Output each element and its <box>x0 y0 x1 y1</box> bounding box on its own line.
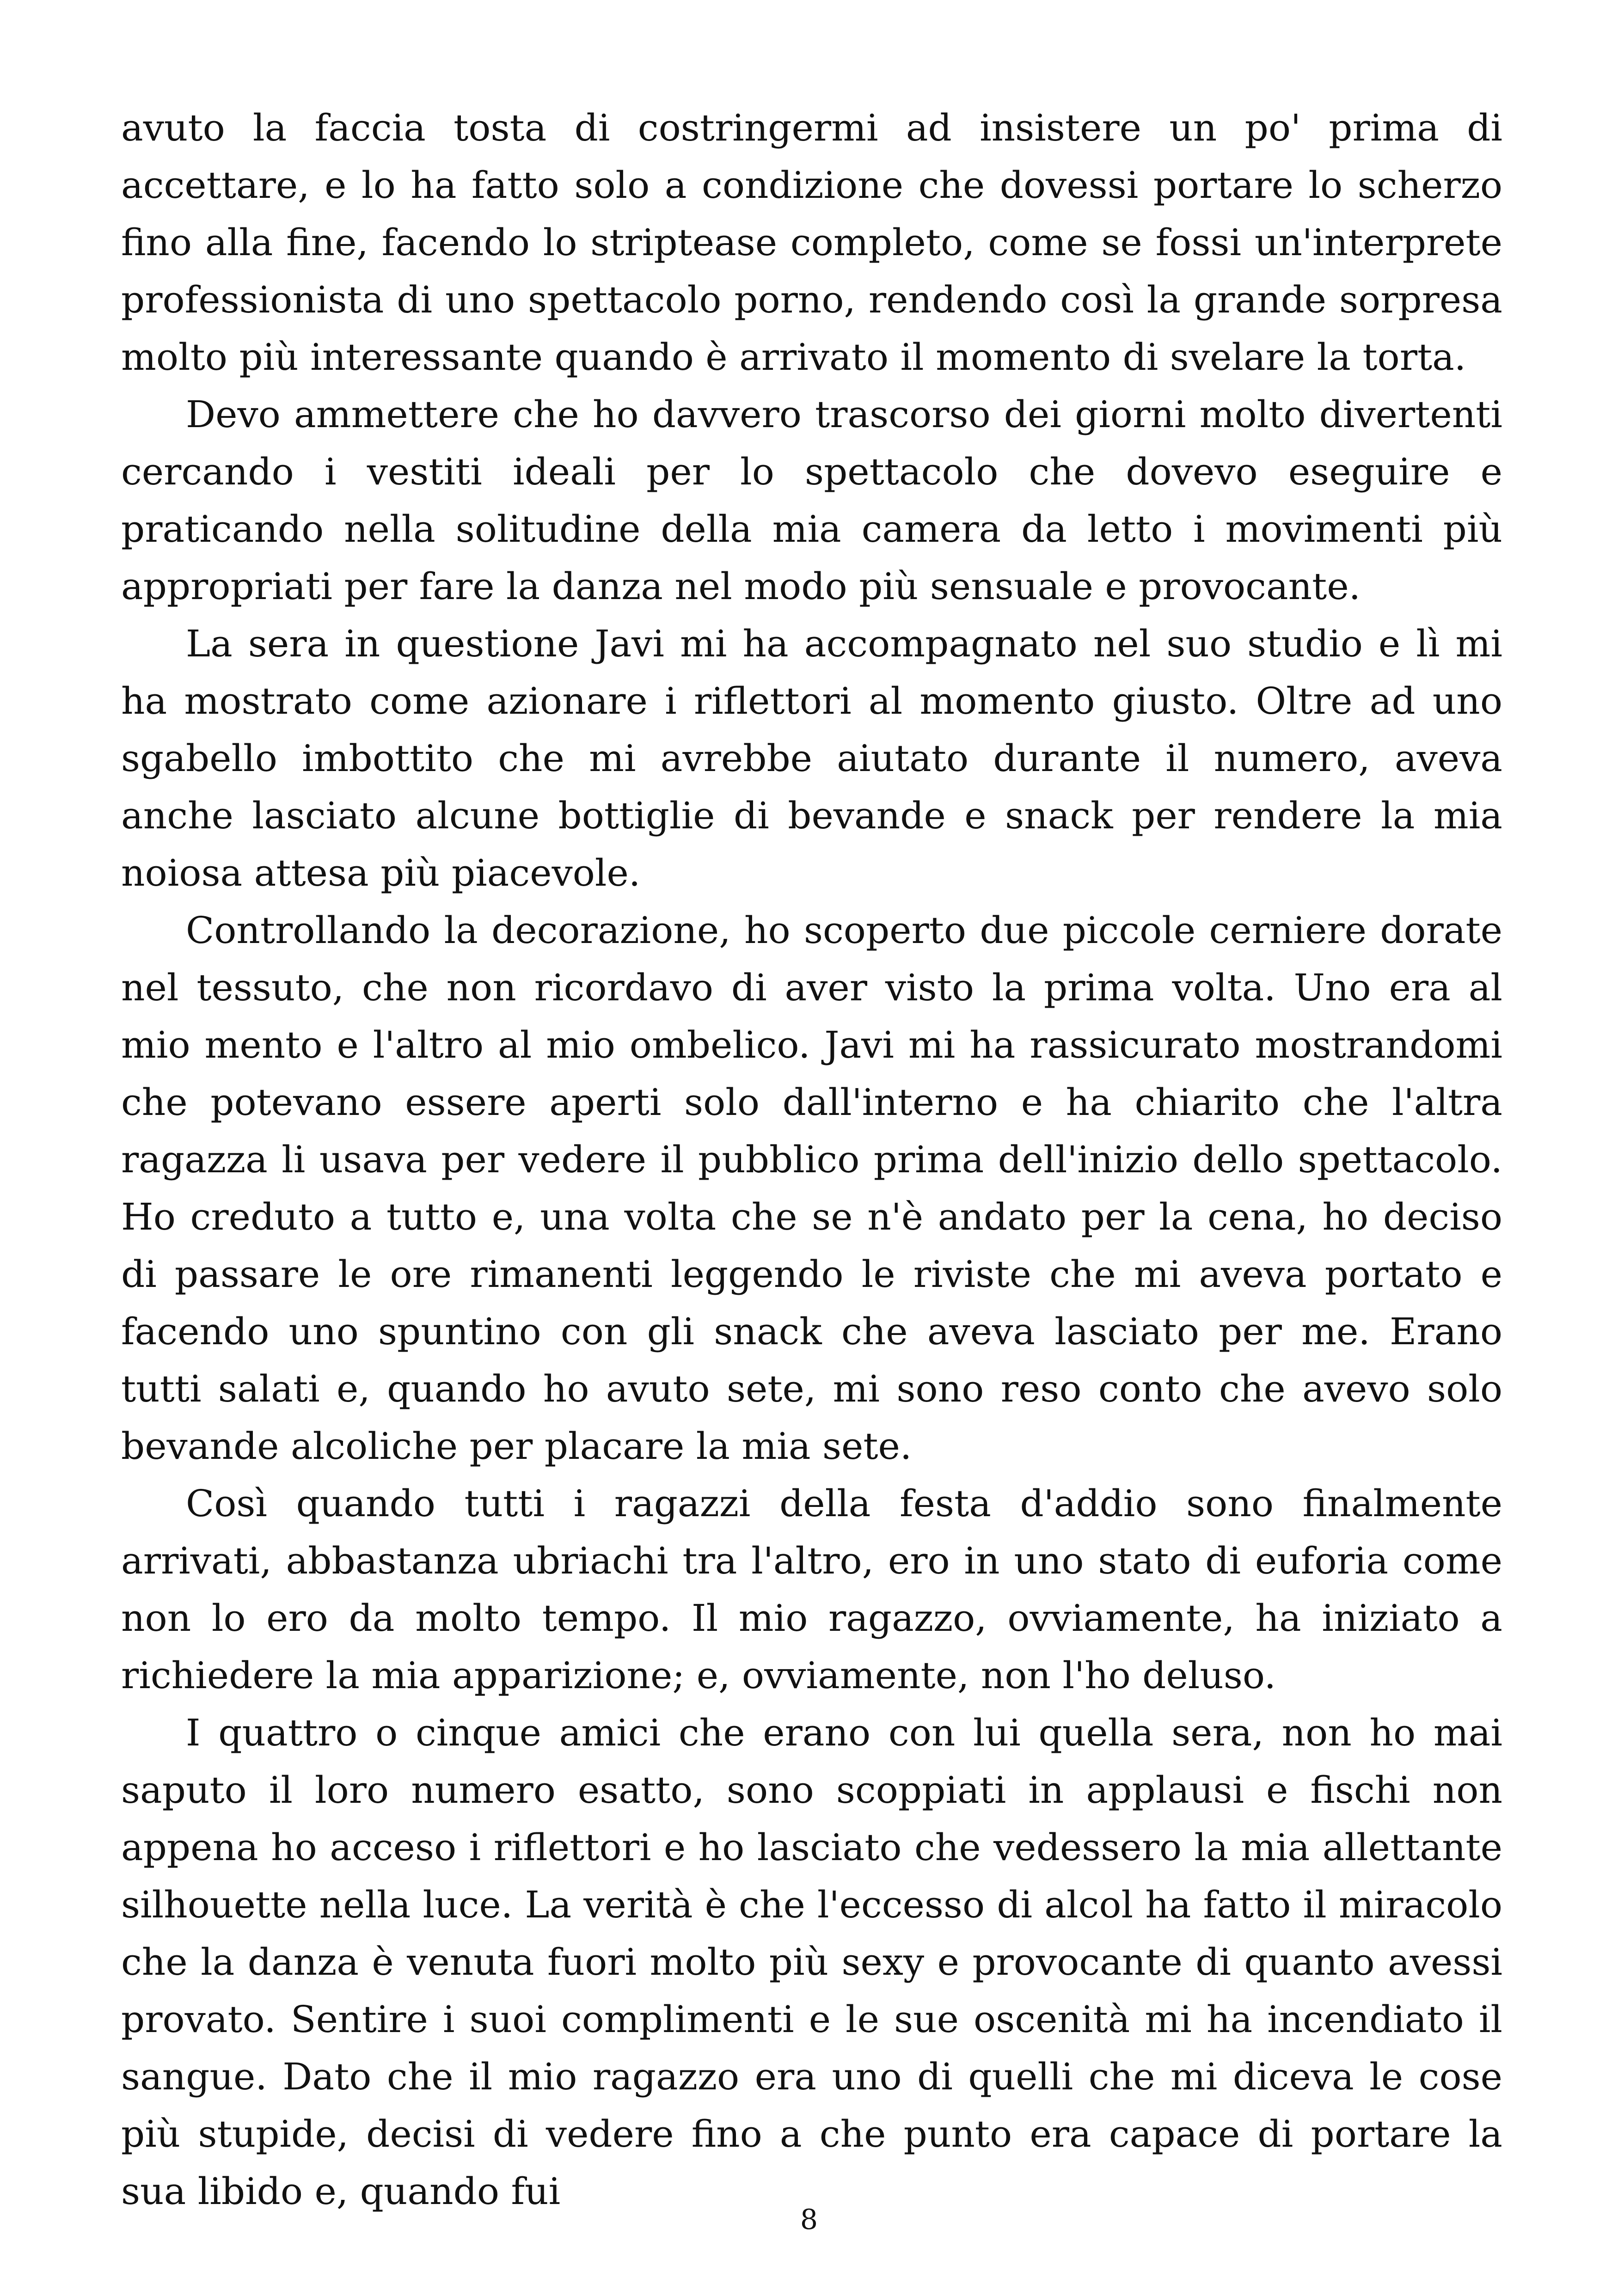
paragraph-2: Devo ammettere che ho davvero trascorso dei giorni molto divertenti cercando i vestiti ideali per lo spettacolo che dovevo eseguire e praticando nella solitudine della mia camera da letto i movimenti più appropriati per fare la danza nel modo più sensuale e provocante. <box>121 393 1502 608</box>
paragraph-3: La sera in questione Javi mi ha accompagnato nel suo studio e lì mi ha mostrato come azionare i riflettori al momento giusto. Oltre ad uno sgabello imbottito che mi avrebbe aiutato durante il numero, aveva anche lasciato alcune bottiglie di bevande e snack per rendere la mia noiosa attesa più piacevole. <box>121 622 1502 894</box>
page-number: 8 <box>800 2204 818 2236</box>
paragraph-4: Controllando la decorazione, ho scoperto due piccole cerniere dorate nel tessuto, che non ricordavo di aver visto la prima volta. Uno era al mio mento e l'altro al mio ombelico. Javi mi ha rassicurato mostrandomi che potevano essere aperti solo dall'interno e ha chiarito che l'altra ragazza li usava per vedere il pubblico prima dell'inizio dello spettacolo. Ho creduto a tutto e, una volta che se n'è andato per la cena, ho deciso di passare le ore rimanenti leggendo le riviste che mi aveva portato e facendo uno spuntino con gli snack che aveva lasciato per me. Erano tutti salati e, quando ho avuto sete, mi sono reso conto che avevo solo bevande alcoliche per placare la mia sete. <box>121 909 1502 1468</box>
body-text <box>121 99 1502 2220</box>
paragraph-5: Così quando tutti i ragazzi della festa d'addio sono finalmente arrivati, abbastanza ubriachi tra l'altro, ero in uno stato di euforia come non lo ero da molto tempo. Il mio ragazzo, ovviamente, ha iniziato a richiedere la mia apparizione; e, ovviamente, non l'ho deluso. <box>121 1482 1502 1697</box>
paragraph-6: I quattro o cinque amici che erano con lui quella sera, non ho mai saputo il loro numero esatto, sono scoppiati in applausi e fischi non appena ho acceso i riflettori e ho lasciato che vedessero la mia allettante silhouette nella luce. La verità è che l'eccesso di alcol ha fatto il miracolo che la danza è venuta fuori molto più sexy e provocante di quanto avessi provato. Sentire i suoi complimenti e le sue oscenità mi ha incendiato il sangue. Dato che il mio ragazzo era uno di quelli che mi diceva le cose più stupide, decisi di vedere fino a che punto era capace di portare la sua libido e, quando fui <box>121 1711 1502 2213</box>
paragraph-1: avuto la faccia tosta di costringermi ad insistere un po' prima di accettare, e lo ha fatto solo a condizione che dovessi portare lo scherzo fino alla fine, facendo lo striptease completo, come se fossi un'interprete professionista di uno spettacolo porno, rendendo così la grande sorpresa molto più interessante quando è arrivato il momento di svelare la torta. <box>121 106 1502 379</box>
